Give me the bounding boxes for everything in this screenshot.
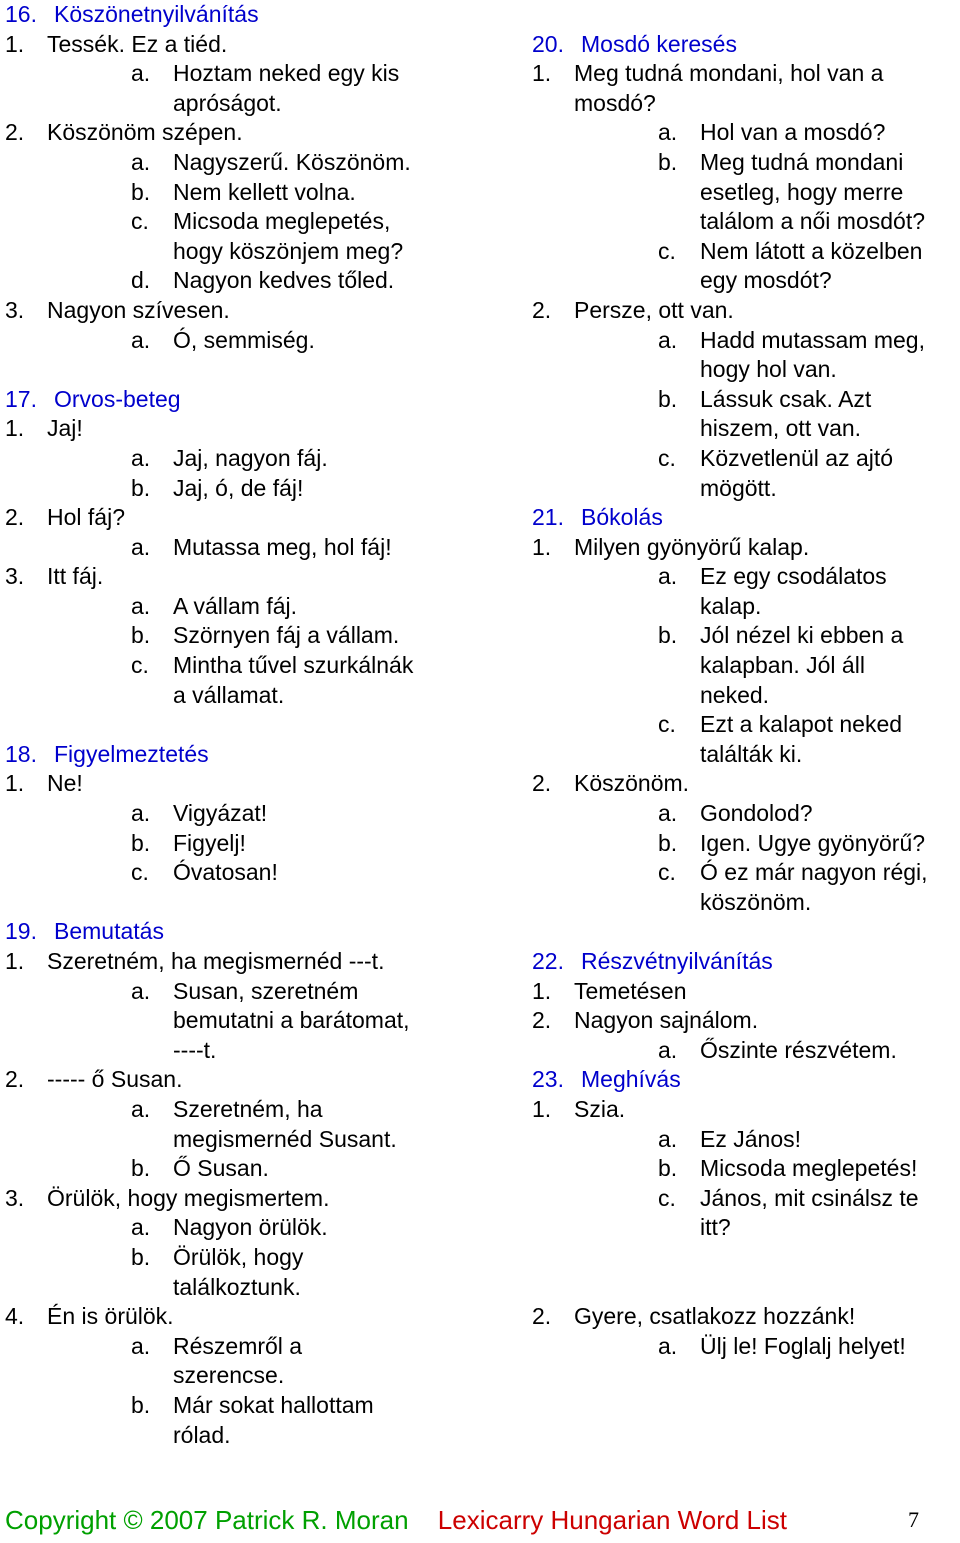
blank-line [5, 710, 460, 740]
response-text: Hol van a mosdó? [700, 119, 886, 146]
phrase-number: 2. [532, 1303, 552, 1330]
response-letter: c. [658, 859, 676, 886]
phrase-item [532, 769, 960, 799]
response-continuation [532, 178, 960, 208]
phrase-text: Tessék. Ez a tiéd. [47, 30, 228, 57]
section-title: Meghívás [581, 1066, 681, 1093]
response-continuation [532, 592, 960, 622]
response-letter: a. [131, 1332, 151, 1359]
response-continuation [5, 681, 460, 711]
response-text: Nem kellett volna. [173, 178, 356, 205]
response-item [532, 326, 960, 356]
phrase-item [532, 977, 960, 1007]
response-continuation [5, 89, 460, 119]
response-item [532, 1332, 960, 1362]
response-continuation [5, 1125, 460, 1155]
phrase-item [532, 1095, 960, 1125]
phrase-number: 2. [5, 1066, 25, 1093]
response-text: hiszem, ott van. [700, 415, 862, 442]
response-text: találkoztunk. [173, 1273, 301, 1300]
response-item [532, 858, 960, 888]
response-text: Hoztam neked egy kis [173, 60, 400, 87]
response-item [532, 710, 960, 740]
response-text: neked. [700, 681, 770, 708]
section-number: 21. [532, 504, 564, 531]
response-item [5, 1391, 460, 1421]
response-item [5, 59, 460, 89]
phrase-text: Nagyon szívesen. [47, 296, 230, 323]
phrase-item [532, 296, 960, 326]
phrase-number: 2. [532, 296, 552, 323]
response-item [5, 651, 460, 681]
response-letter: c. [131, 652, 149, 679]
response-letter: b. [658, 622, 678, 649]
phrase-text: Szeretném, ha megismernéd ---t. [47, 948, 385, 974]
phrase-number: 1. [5, 415, 25, 442]
phrase-text: Hol fáj? [47, 504, 125, 531]
response-text: Ő Susan. [173, 1155, 269, 1182]
response-item [532, 1125, 960, 1155]
response-letter: a. [131, 1095, 151, 1122]
response-item [5, 533, 460, 563]
phrase-item [532, 1302, 960, 1332]
response-letter: b. [658, 385, 678, 412]
section-number: 22. [532, 948, 564, 974]
response-letter: b. [131, 474, 151, 501]
response-letter: a. [131, 326, 151, 353]
response-text: a vállamat. [173, 681, 285, 708]
response-letter: a. [658, 1332, 678, 1359]
response-continuation [5, 1273, 460, 1303]
response-text: Ez János! [700, 1125, 801, 1152]
response-letter: a. [658, 119, 678, 146]
response-text: Igen. Ugye gyönyörű? [700, 829, 926, 856]
section-title: Részvétnyilvánítás [581, 948, 773, 974]
section-heading [5, 740, 460, 770]
response-item [5, 444, 460, 474]
response-continuation [5, 1361, 460, 1391]
response-letter: b. [131, 1243, 151, 1270]
response-text: Jaj, nagyon fáj. [173, 444, 328, 471]
phrase-text: Itt fáj. [47, 563, 104, 590]
response-text: Örülök, hogy [173, 1243, 304, 1270]
phrase-item [5, 503, 460, 533]
response-text: ----t. [173, 1036, 217, 1063]
response-letter: b. [131, 1391, 151, 1418]
blank-line [5, 888, 460, 918]
response-letter: b. [658, 148, 678, 175]
response-letter: c. [131, 208, 149, 235]
phrase-number: 1. [5, 30, 25, 57]
phrase-item [5, 947, 460, 977]
response-item [532, 237, 960, 267]
response-text: Ó, semmiség. [173, 326, 315, 353]
response-text: Nagyszerű. Köszönöm. [173, 148, 411, 175]
response-letter: c. [658, 444, 676, 471]
response-text: egy mosdót? [700, 267, 832, 294]
phrase-text: Jaj! [47, 415, 83, 442]
response-text: hogy köszönjem meg? [173, 237, 404, 264]
response-text: találom a női mosdót? [700, 208, 926, 235]
response-continuation [532, 355, 960, 385]
response-text: Mintha tűvel szurkálnák [173, 652, 414, 679]
response-text: Lássuk csak. Azt [700, 385, 872, 412]
response-text: Jól nézel ki ebben a [700, 622, 904, 649]
response-text: Micsoda meglepetés, [173, 208, 391, 235]
phrase-number: 1. [532, 60, 552, 87]
page-footer [5, 1502, 955, 1538]
response-letter: a. [658, 326, 678, 353]
response-text: Figyelj! [173, 829, 246, 856]
section-title: Orvos-beteg [54, 385, 181, 412]
response-item [5, 474, 460, 504]
phrase-item [5, 769, 460, 799]
response-continuation [532, 681, 960, 711]
response-continuation [532, 414, 960, 444]
response-letter: b. [658, 829, 678, 856]
response-text: Őszinte részvétem. [700, 1036, 897, 1063]
phrase-item [5, 562, 460, 592]
phrase-number: 2. [532, 1007, 552, 1034]
response-text: köszönöm. [700, 888, 812, 915]
response-text: Nagyon örülök. [173, 1214, 328, 1241]
phrase-item [532, 533, 960, 563]
response-letter: c. [658, 711, 676, 738]
section-title: Figyelmeztetés [54, 740, 209, 767]
section-number: 18. [5, 740, 37, 767]
response-item [532, 799, 960, 829]
response-letter: b. [131, 829, 151, 856]
response-continuation [5, 1421, 460, 1451]
phrase-item [5, 1302, 460, 1332]
response-text: Részemről a [173, 1332, 303, 1359]
section-heading [532, 503, 960, 533]
response-text: Micsoda meglepetés! [700, 1155, 918, 1182]
response-letter: c. [658, 237, 676, 264]
response-text: Ez egy csodálatos [700, 563, 887, 590]
response-item [532, 562, 960, 592]
response-text: esetleg, hogy merre [700, 178, 904, 205]
response-item [5, 829, 460, 859]
response-continuation [532, 651, 960, 681]
phrase-number: 1. [532, 977, 552, 1004]
response-item [5, 326, 460, 356]
response-item [5, 799, 460, 829]
phrase-text: Én is örülök. [47, 1303, 174, 1330]
phrase-item [532, 1006, 960, 1036]
response-item [5, 1332, 460, 1362]
response-continuation [5, 1006, 460, 1036]
phrase-item [5, 414, 460, 444]
phrase-number: 3. [5, 296, 25, 323]
response-continuation [532, 266, 960, 296]
blank-line [532, 1243, 960, 1273]
response-item [5, 1243, 460, 1273]
response-text: Vigyázat! [173, 800, 268, 827]
phrase-text: Szia. [574, 1095, 626, 1122]
response-letter: a. [131, 800, 151, 827]
response-letter: a. [131, 1214, 151, 1241]
phrase-text: Ne! [47, 770, 83, 797]
response-letter: a. [131, 592, 151, 619]
response-text: Gondolod? [700, 800, 813, 827]
phrase-text: Gyere, csatlakozz hozzánk! [574, 1303, 856, 1330]
response-item [532, 829, 960, 859]
response-text: Nagyon kedves tőled. [173, 267, 395, 294]
response-item [532, 1154, 960, 1184]
response-text: Szeretném, ha [173, 1095, 323, 1122]
right-column [532, 30, 960, 1362]
response-text: Mutassa meg, hol fáj! [173, 533, 392, 560]
response-item [532, 621, 960, 651]
response-continuation [532, 1213, 960, 1243]
response-text: hogy hol van. [700, 356, 837, 383]
phrase-text: Nagyon sajnálom. [574, 1007, 759, 1034]
phrase-number: 2. [5, 119, 25, 146]
phrase-item [5, 30, 460, 60]
phrase-number: 2. [532, 770, 552, 797]
phrase-number: 1. [5, 770, 25, 797]
page-number: 7 [908, 1507, 919, 1532]
response-text: apróságot. [173, 89, 282, 116]
phrase-item [5, 296, 460, 326]
phrase-text: Milyen gyönyörű kalap. [574, 533, 810, 560]
phrase-continuation [532, 89, 960, 119]
phrase-text: Meg tudná mondani, hol van a [574, 60, 884, 87]
blank-line [5, 355, 460, 385]
response-letter: a. [658, 563, 678, 590]
response-text: Nem látott a közelben [700, 237, 923, 264]
phrase-text: mosdó? [574, 89, 656, 116]
phrase-number: 2. [5, 504, 25, 531]
response-text: Meg tudná mondani [700, 148, 904, 175]
phrase-item [532, 59, 960, 89]
response-item [532, 1036, 960, 1066]
left-column [5, 0, 460, 1450]
response-text: találták ki. [700, 740, 803, 767]
section-title: Bókolás [581, 504, 663, 531]
response-text: Susan, szeretném [173, 977, 359, 1004]
section-number: 17. [5, 385, 37, 412]
phrase-number: 1. [5, 948, 25, 974]
response-continuation [5, 1036, 460, 1066]
section-number: 19. [5, 918, 37, 945]
response-letter: a. [658, 800, 678, 827]
response-text: A vállam fáj. [173, 592, 297, 619]
response-letter: c. [131, 859, 149, 886]
response-letter: c. [658, 1184, 676, 1211]
response-text: kalap. [700, 592, 762, 619]
response-item [5, 178, 460, 208]
response-text: Ezt a kalapot neked [700, 711, 903, 738]
phrase-text: Köszönöm szépen. [47, 119, 243, 146]
response-letter: d. [131, 267, 151, 294]
response-text: Közvetlenül az ajtó [700, 444, 894, 471]
response-continuation [532, 888, 960, 918]
section-heading [532, 1065, 960, 1095]
phrase-item [5, 1184, 460, 1214]
response-text: Hadd mutassam meg, [700, 326, 925, 353]
response-letter: b. [131, 1155, 151, 1182]
phrase-number: 3. [5, 1184, 25, 1211]
response-item [5, 592, 460, 622]
section-number: 16. [5, 1, 37, 27]
response-item [532, 444, 960, 474]
response-text: Szörnyen fáj a vállam. [173, 622, 400, 649]
response-letter: a. [131, 60, 151, 87]
blank-line [532, 1273, 960, 1303]
phrase-item [5, 118, 460, 148]
phrase-item [5, 1065, 460, 1095]
response-item [532, 118, 960, 148]
response-text: Ó ez már nagyon régi, [700, 859, 928, 886]
response-item [532, 1184, 960, 1214]
phrase-number: 4. [5, 1303, 25, 1330]
response-item [5, 1154, 460, 1184]
response-letter: a. [658, 1125, 678, 1152]
response-text: Ülj le! Foglalj helyet! [700, 1332, 906, 1359]
section-title: Köszönetnyilvánítás [54, 1, 259, 27]
response-item [532, 385, 960, 415]
response-continuation [532, 740, 960, 770]
section-number: 20. [532, 30, 564, 57]
phrase-number: 1. [532, 533, 552, 560]
response-text: Már sokat hallottam [173, 1391, 374, 1418]
phrase-text: Temetésen [574, 977, 687, 1004]
response-letter: a. [131, 444, 151, 471]
response-letter: b. [131, 178, 151, 205]
phrase-number: 1. [532, 1095, 552, 1122]
section-heading [5, 917, 460, 947]
section-heading [532, 947, 960, 977]
phrase-text: Persze, ott van. [574, 296, 734, 323]
section-heading [5, 0, 460, 30]
phrase-text: ----- ő Susan. [47, 1066, 183, 1093]
section-number: 23. [532, 1066, 564, 1093]
response-text: Jaj, ó, de fáj! [173, 474, 304, 501]
section-heading [5, 385, 460, 415]
response-text: bemutatni a barátomat, [173, 1007, 410, 1034]
response-item [5, 1213, 460, 1243]
footer-title: Lexicarry Hungarian Word List [437, 1505, 788, 1535]
response-text: szerencse. [173, 1362, 285, 1389]
response-letter: a. [131, 533, 151, 560]
response-continuation [532, 474, 960, 504]
footer-copyright: Copyright © 2007 Patrick R. Moran [5, 1505, 409, 1535]
response-text: mögött. [700, 474, 777, 501]
response-item [5, 977, 460, 1007]
response-letter: b. [131, 622, 151, 649]
response-text: Óvatosan! [173, 859, 278, 886]
section-title: Bemutatás [54, 918, 164, 945]
response-text: megismernéd Susant. [173, 1125, 397, 1152]
response-text: itt? [700, 1214, 731, 1241]
response-item [5, 621, 460, 651]
blank-line [532, 917, 960, 947]
response-item [5, 1095, 460, 1125]
response-item [5, 148, 460, 178]
response-continuation [5, 237, 460, 267]
response-continuation [532, 207, 960, 237]
response-text: János, mit csinálsz te [700, 1184, 919, 1211]
phrase-text: Köszönöm. [574, 770, 690, 797]
response-item [5, 207, 460, 237]
response-item [532, 148, 960, 178]
response-letter: a. [131, 977, 151, 1004]
response-letter: b. [658, 1155, 678, 1182]
response-item [5, 858, 460, 888]
section-heading [532, 30, 960, 60]
phrase-text: Örülök, hogy megismertem. [47, 1184, 330, 1211]
section-title: Mosdó keresés [581, 30, 737, 57]
response-text: kalapban. Jól áll [700, 652, 865, 679]
response-letter: a. [131, 148, 151, 175]
response-item [5, 266, 460, 296]
response-text: rólad. [173, 1421, 231, 1448]
response-letter: a. [658, 1036, 678, 1063]
phrase-number: 3. [5, 563, 25, 590]
